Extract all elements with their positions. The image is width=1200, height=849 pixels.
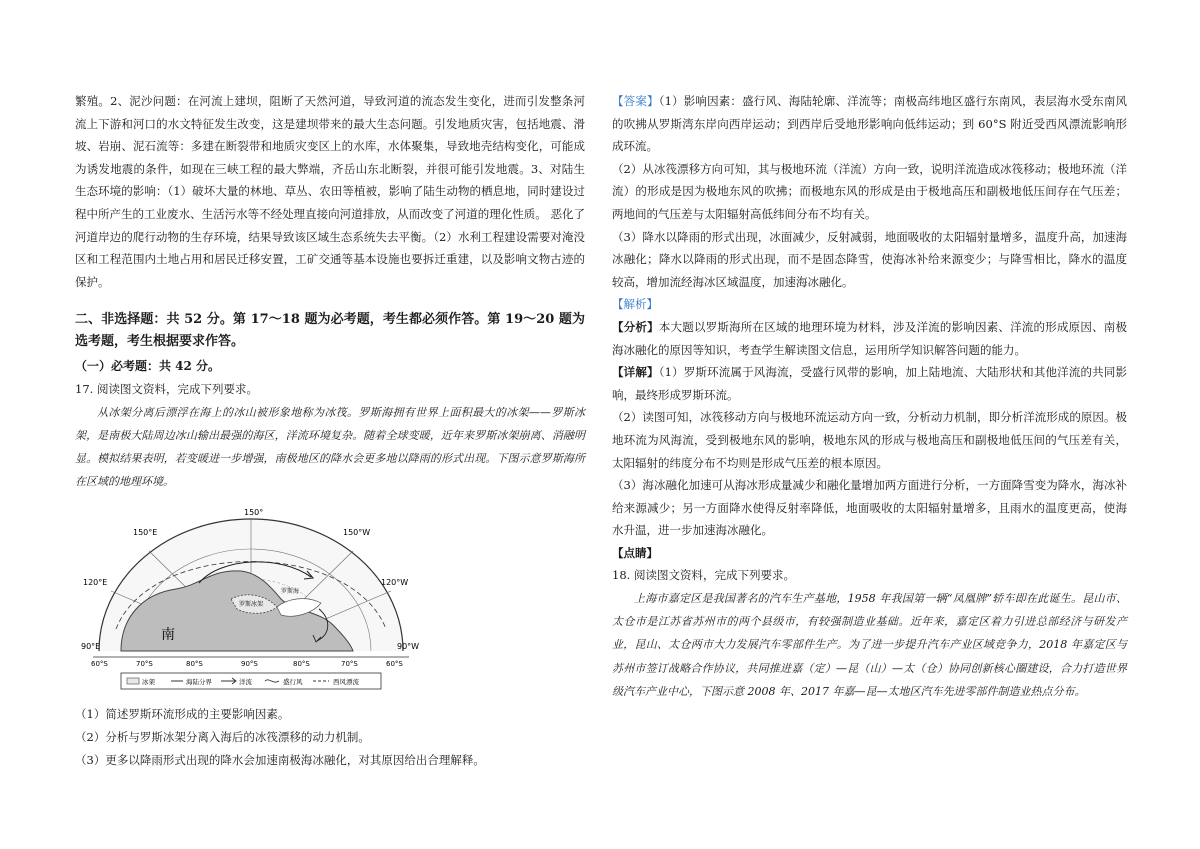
ross-sea-label: 罗斯海	[281, 588, 300, 596]
question-17-material: 从冰架分离后漂浮在海上的冰山被形象地称为冰筏。罗斯海拥有世界上面积最大的冰架——罗斯冰架，是南极大陆周边冰山输出最强的海区，洋流环境复杂。随着全球变暖，近年来罗斯冰架崩离、消融明显。模拟结果表明，若变暖进一步增强，南极地区的降水会更多地以降雨的形式出现。下图示意罗斯海所在区域的地理环境。	[75, 405, 585, 489]
legend-west-wind-drift: 西风漂流	[333, 678, 359, 687]
subsection-title: （一）必考题：共 42 分。	[75, 359, 221, 374]
label-120w: 120°W	[381, 578, 409, 588]
fenxi-label: 【分析】	[612, 319, 659, 334]
answer-tag: 【答案】	[612, 94, 659, 108]
right-column	[612, 90, 1127, 703]
question-18-material: 上海市嘉定区是我国著名的汽车生产基地，1958 年我国第一辆“凤凰牌”轿车即在此诞生。昆山市、太仓市是江苏省苏州市的两个县级市，有较强制造业基础。近年来，嘉定区着力引进总部经济与研发产业，昆山、太仓两市大力发展汽车零部件生产。为了进一步提升汽车产业区域竞争力，2018 年嘉定区与苏州市签订战略合作协议，共同推进嘉（定）—昆（山）—太（仓）协同创新核心圈建设，合力打造世界级汽车产业中心，下图示意 2008 年、2017 年嘉—昆—太地区汽车先进零部件制造业热点分布。	[612, 592, 1127, 698]
legend-wind: 盛行风	[283, 678, 303, 687]
xiangjie-1	[612, 361, 1127, 406]
question-17-part-3: （3）更多以降雨形式出现的降水会加速南极海冰融化，对其原因给出合理解释。	[75, 752, 485, 767]
left-column	[75, 90, 585, 771]
fenxi-text: 本大题以罗斯海所在区域的地理环境为材料，涉及洋流的影响因素、洋流的形成原因、南极海冰融化的原因等知识，考查学生解读图文信息，运用所学知识解答问题的能力。	[612, 319, 1128, 357]
legend-ice-shelf: 冰架	[142, 678, 155, 687]
label-120e: 120°E	[83, 578, 108, 588]
label-150w: 150°W	[343, 528, 371, 538]
label-90w: 90°W	[397, 642, 420, 652]
section-title: 二、非选择题：共 52 分。第 17～18 题为必考题，考生都必须作答。第 19～20 题为选考题，考生根据要求作答。	[75, 312, 585, 350]
xiangjie-2: （2）读图可知，冰筏移动方向与极地环流运动方向一致，分析动力机制，即分析洋流形成的原因。极地环流为风海流，受到极地东风的影响，极地东风的形成与极地高压和副极地低压间的气压差有关，太阳辐射的纬度分布不均则是形成气压差的根本原因。	[612, 410, 1127, 470]
ross-sea-map	[81, 499, 421, 699]
land-label: 南	[161, 627, 175, 644]
lat-80s-a: 80°S	[186, 660, 203, 669]
lat-80s-b: 80°S	[293, 660, 310, 669]
paragraph-continued: 繁殖。2、泥沙问题：在河流上建坝，阻断了天然河道，导致河道的流态发生变化，进而引发整条河流上下游和河口的水文特征发生改变，这是建坝带来的最大生态问题。引发地质灾害，包括地震、滑坡、岩崩、泥石流等：多建在断裂带和地质灾变区上的水库，水体聚集，导致地壳结构变化，可能成为诱发地震的条件，如现在三峡工程的最大弊端，齐岳山东北断裂，并很可能引发地震。3、对陆生生态环境的影响：（1）破坏大量的林地、草丛、农田等植被，影响了陆生动物的栖息地，同时建设过程中所产生的工业废水、生活污水等不经处理直接向河道排放，从而改变了河道的理化性质。 恶化了河道岸边的爬行动物的生存环境，结果导致该区域生态系统失去平衡。（2）水利工程建设需要对淹没区和工程范围内土地占用和居民迁移安置，工矿交通等基本设施也要拆迁重建，以及影响文物古迹的保护。	[75, 94, 585, 289]
lat-60s-b: 60°S	[386, 660, 403, 669]
question-18-stem: 18. 阅读图文资料，完成下列要求。	[612, 568, 795, 583]
analysis-tag: 【解析】	[612, 297, 658, 312]
answer-part-1	[612, 90, 1127, 158]
question-17-part-1: （1）简述罗斯环流形成的主要影响因素。	[75, 707, 290, 722]
xiangjie-text-1: （1）罗斯环流属于风海流，受盛行风带的影响，加上陆地流、大陆形状和其他洋流的共同影响，最终形成罗斯环流。	[612, 365, 1128, 402]
question-17-stem: 17. 阅读图文资料，完成下列要求。	[75, 381, 258, 396]
label-90e: 90°E	[81, 642, 101, 652]
lat-90s: 90°S	[241, 660, 258, 669]
answer-part-3: （3）降水以降雨的形式出现，冰面减少，反射减弱，地面吸收的太阳辐射量增多，温度升高，加速海冰融化；降水以降雨的形式出现，而不是固态降雪，使海冰补给来源变少；与降雪相比，降水的温度较高，增加流经海冰区域温度，加速海冰融化。	[612, 229, 1127, 289]
question-17-part-2: （2）分析与罗斯冰架分离入海后的冰筏漂移的动力机制。	[75, 729, 370, 744]
lat-70s-b: 70°S	[341, 660, 358, 669]
map-drawing	[81, 499, 421, 699]
legend-current: 洋流	[239, 678, 252, 687]
label-150e: 150°E	[133, 528, 158, 538]
answer-part-2: （2）从冰筏漂移方向可知，其与极地环流（洋流）方向一致，说明洋流造成冰筏移动；极地环流（洋流）的形成是因为极地东风的吹拂；而极地东风的形成是由于极地高压和副极地低压间存在气压差；两地间的气压差与太阳辐射高低纬间分布不均有关。	[612, 161, 1127, 221]
ross-ice-shelf-label: 罗斯冰架	[239, 601, 264, 609]
xiangjie-3: （3）海冰融化加速可从海冰形成量减少和融化量增加两方面进行分析，一方面降雪变为降水，海冰补给来源减少；另一方面降水使得反射率降低，地面吸收的太阳辐射量增多，且雨水的温度更高，使海水升温，进一步加速海冰融化。	[612, 478, 1127, 538]
fenxi	[612, 316, 1127, 361]
lat-60s-a: 60°S	[91, 660, 108, 669]
legend-coastline: 海陆分界	[186, 678, 212, 687]
lat-70s-a: 70°S	[136, 660, 153, 669]
answer-text-1: （1）影响因素：盛行风、海陆轮廓、洋流等；南极高纬地区盛行东南风，表层海水受东南风的吹拂从罗斯湾东岸向西岸运动；到西岸后受地形影响向低纬运动；到 60°S 附近受西风漂流影响形成环流。	[612, 94, 1128, 154]
dianjing-label: 【点睛】	[612, 545, 658, 560]
xiangjie-label: 【详解】	[612, 365, 659, 380]
label-150: 150°	[244, 508, 264, 518]
